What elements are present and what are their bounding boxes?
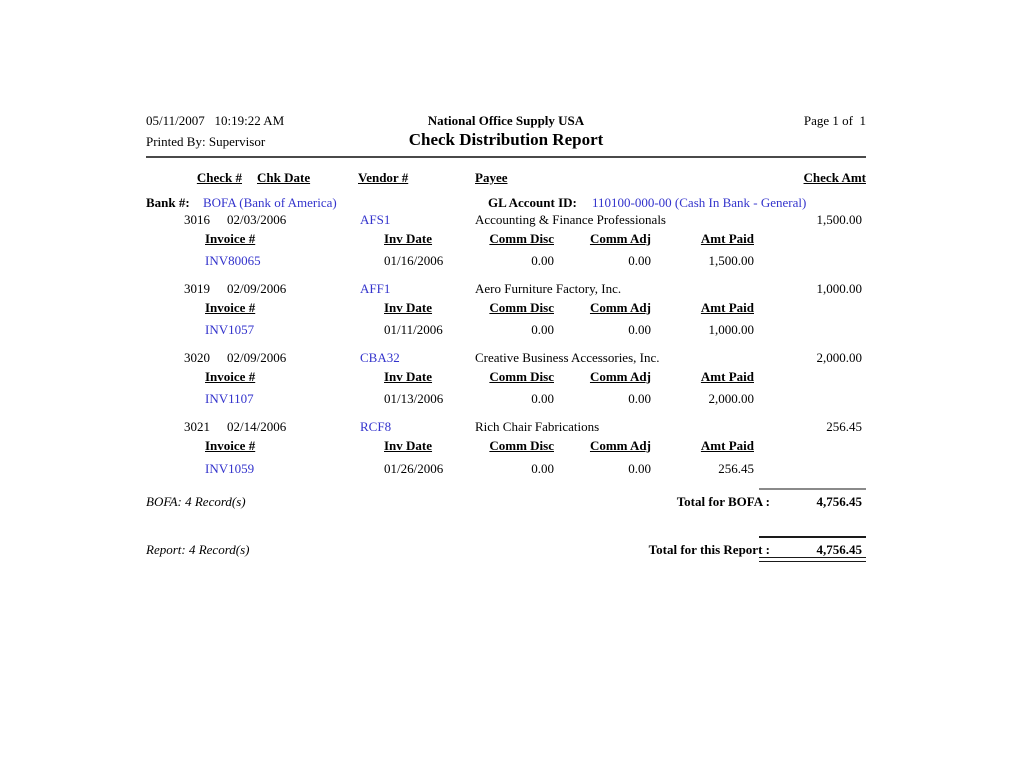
gl-account-label: GL Account ID:: [488, 195, 577, 210]
printed-by: Printed By: Supervisor: [146, 134, 266, 149]
subcol-comm-disc: [454, 301, 554, 315]
comm-disc-value: 0.00: [531, 461, 554, 476]
subcol-comm-adj-label: Comm Adj: [589, 300, 651, 315]
check-number: 3020: [184, 350, 210, 365]
subcol-comm-disc-label: Comm Disc: [489, 231, 554, 246]
gl-account-value-link[interactable]: 110100-000-00 (Cash In Bank - General): [592, 195, 807, 210]
col-header-check-num-label: Check #: [196, 170, 242, 185]
invoice-link[interactable]: INV1057: [205, 322, 255, 337]
subcol-inv-date: Inv Date: [384, 369, 433, 384]
check-number: 3021: [184, 419, 210, 434]
col-header-check-amt: [666, 171, 866, 185]
subcol-comm-disc-label: Comm Disc: [489, 300, 554, 315]
vendor-code-link[interactable]: CBA32: [360, 350, 400, 365]
check-amount: 2,000.00: [816, 350, 862, 365]
subcol-inv-date: Inv Date: [384, 438, 433, 453]
col-header-vendor-num: Vendor #: [358, 170, 409, 185]
comm-adj-value: 0.00: [628, 391, 651, 406]
bank-label: Bank #:: [146, 195, 190, 210]
col-header-chk-date: Chk Date: [257, 170, 311, 185]
company-name: National Office Supply USA: [427, 113, 585, 128]
vendor-code-link[interactable]: AFS1: [360, 212, 391, 227]
bank-record-count: BOFA: 4 Record(s): [146, 494, 246, 509]
invoice-date: 01/13/2006: [384, 391, 444, 406]
comm-disc-value: 0.00: [531, 253, 554, 268]
bank-total-label: Total for BOFA :: [676, 494, 770, 509]
check-number: 3016: [184, 212, 210, 227]
amt-paid-value: 1,500.00: [708, 253, 754, 268]
bank-total-amount: 4,756.45: [816, 494, 862, 509]
report-total-amount: 4,756.45: [816, 542, 862, 557]
page-number: Page 1 of 1: [803, 113, 866, 128]
subcol-comm-disc: [454, 370, 554, 384]
subcol-invoice-num: Invoice #: [205, 231, 256, 246]
subcol-comm-adj: [551, 370, 651, 384]
subcol-comm-adj-label: Comm Adj: [589, 369, 651, 384]
subcol-comm-adj-label: Comm Adj: [589, 231, 651, 246]
check-amount: 256.45: [826, 419, 862, 434]
bank-value-link[interactable]: BOFA (Bank of America): [203, 195, 337, 210]
col-header-check-num: [146, 171, 242, 185]
comm-disc-value: 0.00: [531, 391, 554, 406]
payee-name: Accounting & Finance Professionals: [475, 212, 666, 227]
subcol-invoice-num: Invoice #: [205, 438, 256, 453]
subcol-amt-paid-label: Amt Paid: [700, 369, 754, 384]
header-rule: [146, 156, 866, 158]
comm-adj-value: 0.00: [628, 253, 651, 268]
subcol-comm-disc: [454, 232, 554, 246]
subcol-amt-paid-label: Amt Paid: [700, 300, 754, 315]
amt-paid-value: 1,000.00: [708, 322, 754, 337]
invoice-link[interactable]: INV1107: [205, 391, 254, 406]
payee-name: Rich Chair Fabrications: [475, 419, 600, 434]
check-number: 3019: [184, 281, 210, 296]
check-amount: 1,000.00: [816, 281, 862, 296]
comm-adj-value: 0.00: [628, 322, 651, 337]
subcol-comm-disc-label: Comm Disc: [489, 369, 554, 384]
subcol-amt-paid: [654, 439, 754, 453]
subcol-comm-adj: [551, 301, 651, 315]
subcol-amt-paid-label: Amt Paid: [700, 231, 754, 246]
invoice-date: 01/16/2006: [384, 253, 444, 268]
report-datetime: 05/11/2007 10:19:22 AM: [146, 113, 285, 128]
check-date: 02/09/2006: [227, 350, 287, 365]
subcol-comm-adj: [551, 232, 651, 246]
report-total-top-rule: [759, 536, 866, 538]
subcol-comm-adj: [551, 439, 651, 453]
subcol-amt-paid: [654, 232, 754, 246]
report-total-label: Total for this Report :: [648, 542, 770, 557]
amt-paid-value: 256.45: [718, 461, 754, 476]
subcol-comm-disc-label: Comm Disc: [489, 438, 554, 453]
subcol-inv-date: Inv Date: [384, 231, 433, 246]
amt-paid-value: 2,000.00: [708, 391, 754, 406]
check-amount: 1,500.00: [816, 212, 862, 227]
subcol-comm-adj-label: Comm Adj: [589, 438, 651, 453]
invoice-link[interactable]: INV80065: [205, 253, 261, 268]
col-header-payee: Payee: [475, 170, 508, 185]
subcol-amt-paid: [654, 301, 754, 315]
payee-name: Creative Business Accessories, Inc.: [475, 350, 660, 365]
report-total-double-rule: [759, 557, 866, 562]
subcol-amt-paid-label: Amt Paid: [700, 438, 754, 453]
vendor-code-link[interactable]: RCF8: [360, 419, 392, 434]
check-date: 02/09/2006: [227, 281, 287, 296]
subcol-invoice-num: Invoice #: [205, 369, 256, 384]
payee-name: Aero Furniture Factory, Inc.: [475, 281, 622, 296]
col-header-check-amt-label: Check Amt: [803, 170, 866, 185]
vendor-code-link[interactable]: AFF1: [360, 281, 391, 296]
comm-disc-value: 0.00: [531, 322, 554, 337]
check-date: 02/03/2006: [227, 212, 287, 227]
subcol-comm-disc: [454, 439, 554, 453]
invoice-date: 01/11/2006: [384, 322, 443, 337]
subcol-invoice-num: Invoice #: [205, 300, 256, 315]
report-record-count: Report: 4 Record(s): [146, 542, 250, 557]
subcol-amt-paid: [654, 370, 754, 384]
report-title: Check Distribution Report: [408, 130, 604, 149]
subcol-inv-date: Inv Date: [384, 300, 433, 315]
comm-adj-value: 0.00: [628, 461, 651, 476]
check-date: 02/14/2006: [227, 419, 287, 434]
bank-total-rule: [759, 488, 866, 490]
invoice-link[interactable]: INV1059: [205, 461, 255, 476]
invoice-date: 01/26/2006: [384, 461, 444, 476]
